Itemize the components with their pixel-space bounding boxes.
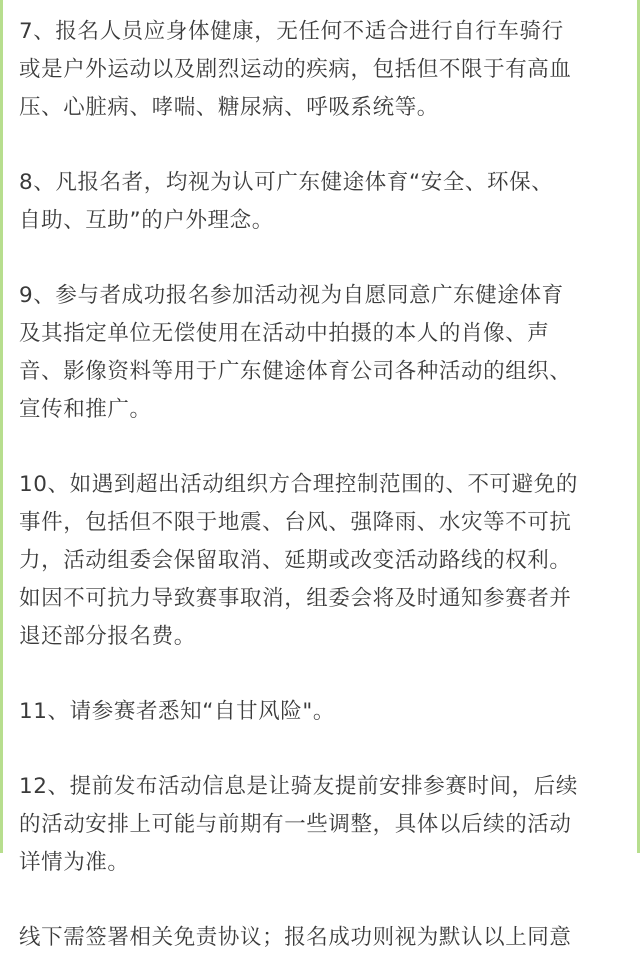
paragraph-11 bbox=[19, 693, 627, 731]
paragraph-gap bbox=[19, 240, 627, 277]
paragraph-gap bbox=[19, 127, 627, 164]
paragraph-7 bbox=[19, 13, 627, 127]
text-line: 音、影像资料等用于广东健途体育公司各种活动的组织、 bbox=[19, 359, 572, 384]
text-line: 11、请参赛者悉知“自甘风险"。 bbox=[19, 699, 335, 724]
text-line: 自助、互助”的户外理念。 bbox=[19, 208, 274, 233]
text-line: 9、参与者成功报名参加活动视为自愿同意广东健途体育 bbox=[19, 283, 564, 308]
text-line: 及其指定单位无偿使用在活动中拍摄的本人的肖像、声 bbox=[19, 321, 550, 346]
paragraph-gap bbox=[19, 429, 627, 466]
paragraph-10 bbox=[19, 466, 627, 656]
text-line: 详情为准。 bbox=[19, 850, 130, 875]
text-line: 如因不可抗力导致赛事取消，组委会将及时通知参赛者并 bbox=[19, 586, 572, 611]
paragraph-8 bbox=[19, 164, 627, 240]
text-line: 宣传和推广。 bbox=[19, 397, 152, 422]
text-line: 线下需签署相关免责协议；报名成功则视为默认以上同意 bbox=[19, 925, 572, 950]
text-line: 事件，包括但不限于地震、台风、强降雨、水灾等不可抗 bbox=[19, 510, 572, 535]
paragraph-12 bbox=[19, 768, 627, 882]
paragraph-gap bbox=[19, 882, 627, 919]
text-line: 12、提前发布活动信息是让骑友提前安排参赛时间，后续 bbox=[19, 774, 578, 799]
paragraph-9 bbox=[19, 277, 627, 429]
paragraph-13 bbox=[19, 919, 627, 957]
text-line: 8、凡报名者，均视为认可广东健途体育“安全、环保、 bbox=[19, 170, 554, 195]
text-line: 退还部分报名费。 bbox=[19, 624, 196, 649]
text-line: 7、报名人员应身体健康，无任何不适合进行自行车骑行 bbox=[19, 19, 564, 44]
text-line: 力，活动组委会保留取消、延期或改变活动路线的权利。 bbox=[19, 548, 572, 573]
text-line: 压、心脏病、哮喘、糖尿病、呼吸系统等。 bbox=[19, 95, 439, 120]
text-line: 10、如遇到超出活动组织方合理控制范围的、不可避免的 bbox=[19, 472, 578, 497]
paragraph-gap bbox=[19, 731, 627, 768]
article-body bbox=[19, 13, 627, 957]
text-line: 的活动安排上可能与前期有一些调整，具体以后续的活动 bbox=[19, 812, 572, 837]
text-line: 或是户外运动以及剧烈运动的疾病，包括但不限于有高血 bbox=[19, 57, 572, 82]
paragraph-gap bbox=[19, 656, 627, 693]
